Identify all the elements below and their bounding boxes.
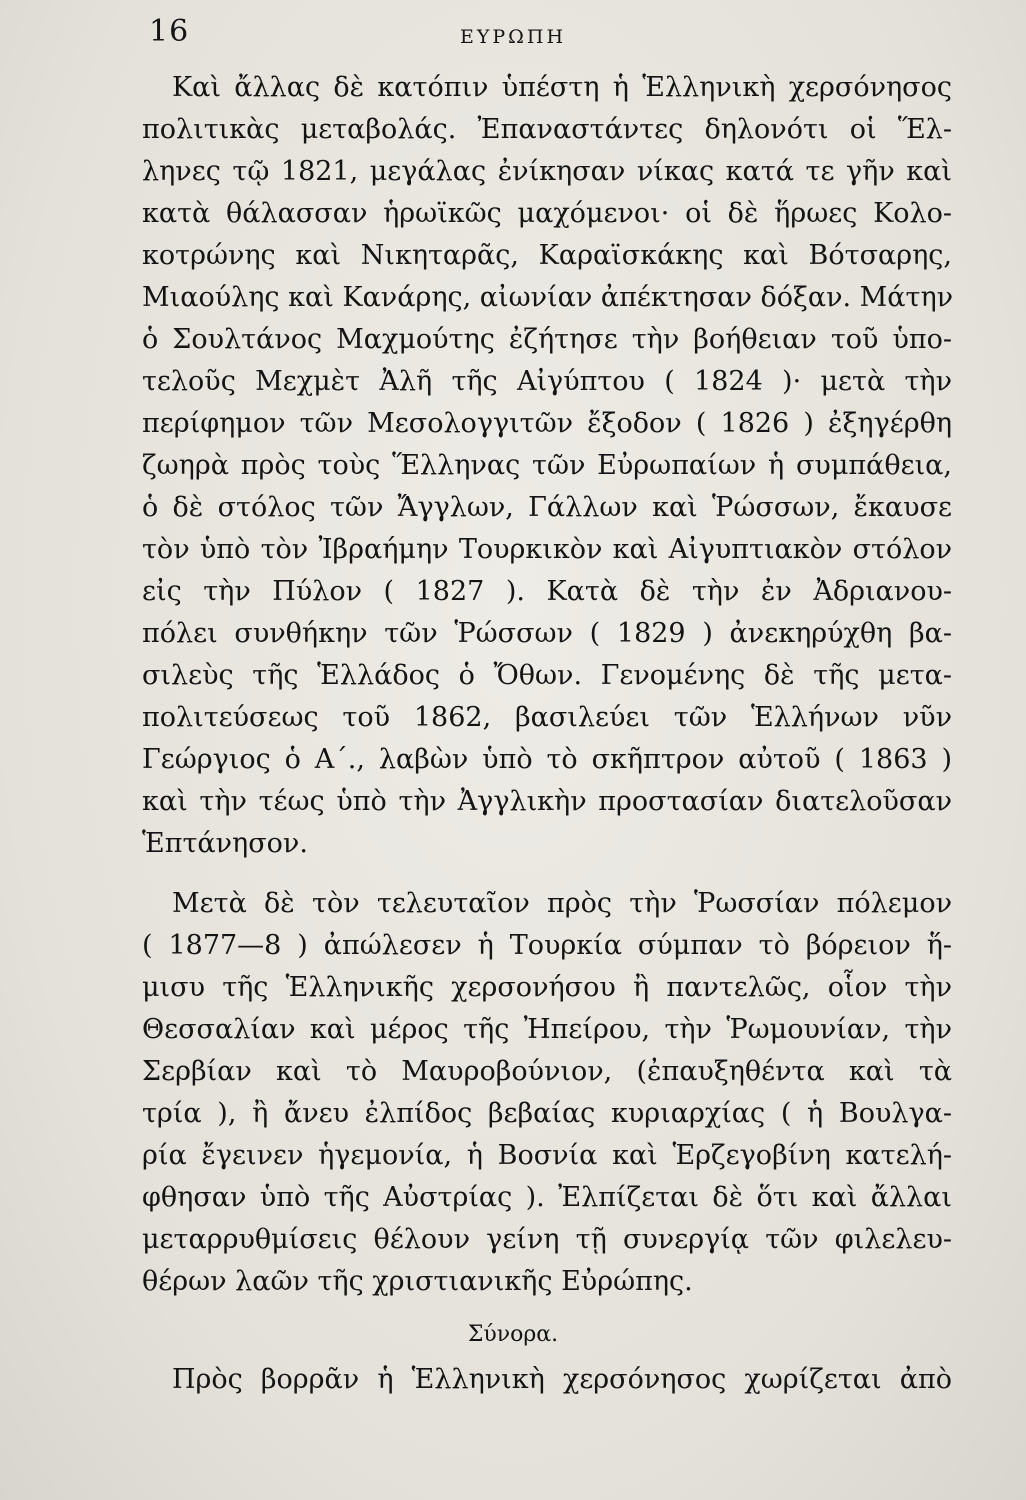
text-line: ζωηρὰ πρὸς τοὺς Ἕλληνας τῶν Εὐρωπαίων ἡ συμπάθεια,	[142, 450, 952, 481]
text-line: ὁ Σουλτάνος Μαχμούτης ἐζήτησε τὴν βοήθειαν τοῦ ὑπο-	[142, 324, 952, 355]
running-title: ΕΥΡΩΠΗ	[459, 26, 567, 48]
text-line: ὁ δὲ στόλος τῶν Ἄγγλων, Γάλλων καὶ Ῥώσσων, ἔκαυσε	[142, 492, 952, 523]
text-line: σιλεὺς τῆς Ἑλλάδος ὁ Ὄθων. Γενομένης δὲ τῆς μετα-	[142, 660, 952, 691]
text-line: φθησαν ὑπὸ τῆς Αὐστρίας ). Ἐλπίζεται δὲ ὅτι καὶ ἄλλαι	[142, 1182, 952, 1213]
text-line: τὸν ὑπὸ τὸν Ἰβραήμην Τουρκικὸν καὶ Αἰγυπτιακὸν στόλον	[142, 534, 952, 565]
text-line: Καὶ ἄλλας δὲ κατόπιν ὑπέστη ἡ Ἑλληνικὴ χερσόνησος	[172, 72, 952, 103]
text-line: ρία ἔγεινεν ἡγεμονία, ἡ Βοσνία καὶ Ἑρζεγοβίνη κατελή-	[142, 1140, 952, 1171]
text-line: τρία ), ἢ ἄνευ ἐλπίδος βεβαίας κυριαρχίας ( ἡ Βουλγα-	[142, 1098, 952, 1129]
text-line: πολιτεύσεως τοῦ 1862, βασιλεύει τῶν Ἑλλήνων νῦν	[142, 702, 952, 733]
text-line: καὶ τὴν τέως ὑπὸ τὴν Ἀγγλικὴν προστασίαν διατελοῦσαν	[142, 786, 952, 817]
text-line: κατὰ θάλασσαν ἡρωϊκῶς μαχόμενοι· οἱ δὲ ἥρωες Κολο-	[142, 198, 952, 229]
section-heading: Σύνορα.	[467, 1322, 559, 1347]
text-line: περίφημον τῶν Μεσολογγιτῶν ἔξοδον ( 1826 ) ἐξηγέρθη	[142, 408, 952, 439]
text-line: κοτρώνης καὶ Νικηταρᾶς, Καραϊσκάκης καὶ Βότσαρης,	[142, 240, 952, 271]
text-line: μεταρρυθμίσεις θέλουν γείνη τῇ συνεργίᾳ τῶν φιλελευ-	[142, 1224, 952, 1255]
text-line: μισυ τῆς Ἑλληνικῆς χερσονήσου ἢ παντελῶς, οἷον τὴν	[142, 972, 952, 1003]
text-line: πολιτικὰς μεταβολάς. Ἐπαναστάντες δηλονότι οἱ Ἕλ-	[142, 114, 952, 145]
text-line: θέρων λαῶν τῆς χριστιανικῆς Εὐρώπης.	[142, 1266, 693, 1297]
text-line: Μιαούλης καὶ Κανάρης, αἰωνίαν ἀπέκτησαν δόξαν. Μάτην	[142, 282, 954, 313]
text-line: τελοῦς Μεχμὲτ Ἀλῆ τῆς Αἰγύπτου ( 1824 )· μετὰ τὴν	[142, 366, 952, 397]
text-line: ( 1877—8 ) ἀπώλεσεν ἡ Τουρκία σύμπαν τὸ βόρειον ἥ-	[142, 930, 952, 961]
text-line: Μετὰ δὲ τὸν τελευταῖον πρὸς τὴν Ῥωσσίαν πόλεμον	[172, 888, 952, 919]
text-line: ληνες τῷ 1821, μεγάλας ἐνίκησαν νίκας κατά τε γῆν καὶ	[142, 156, 952, 187]
text-line: Ἑπτάνησον.	[142, 828, 308, 859]
text-line: Θεσσαλίαν καὶ μέρος τῆς Ἠπείρου, τὴν Ῥωμουνίαν, τὴν	[142, 1014, 952, 1045]
text-line: Πρὸς βορρᾶν ἡ Ἑλληνικὴ χερσόνησος χωρίζεται ἀπὸ	[172, 1364, 952, 1395]
text-line: Σερβίαν καὶ τὸ Μαυροβούνιον, (ἐπαυξηθέντα καὶ τὰ	[142, 1056, 952, 1087]
text-line: εἰς τὴν Πύλον ( 1827 ). Κατὰ δὲ τὴν ἐν Ἀδριανου-	[142, 576, 952, 607]
text-line: Γεώργιος ὁ Α΄., λαβὼν ὑπὸ τὸ σκῆπτρον αὐτοῦ ( 1863 )	[142, 744, 952, 775]
text-line: πόλει συνθήκην τῶν Ῥώσσων ( 1829 ) ἀνεκηρύχθη βα-	[142, 618, 952, 649]
page-number: 16	[149, 14, 190, 49]
